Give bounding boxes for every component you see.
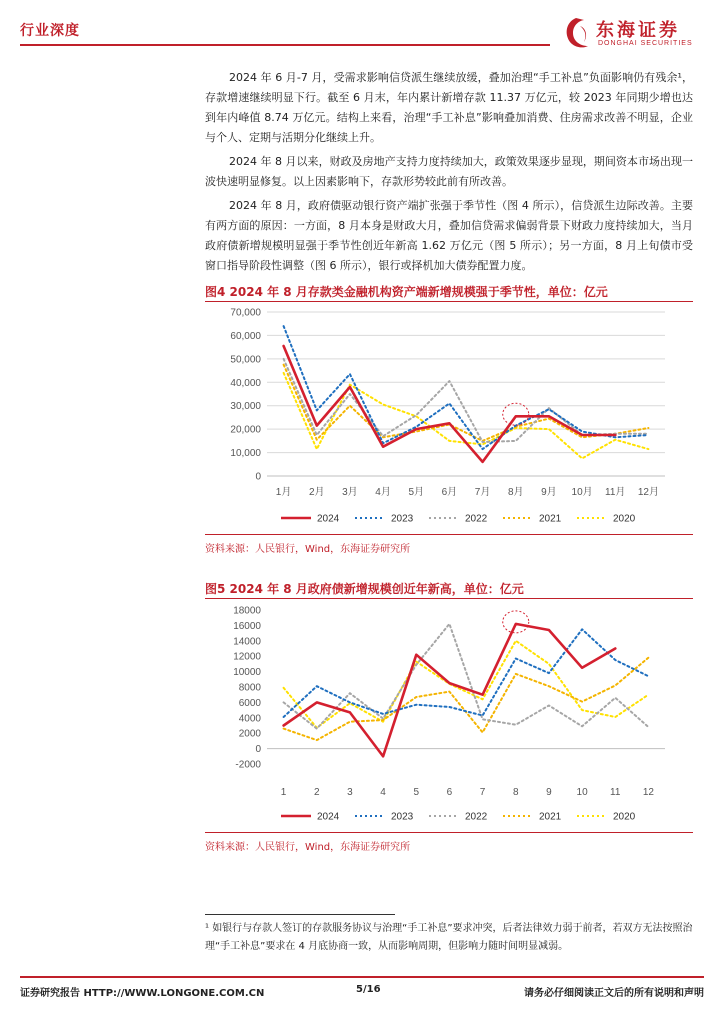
paragraph-2: 2024 年 8 月以来，财政及房地产支持力度持续加大，政策效果逐步显现，期间资本市场出现一波快速明显修复。以上因素影响下，存款形势较此前有所改善。	[205, 155, 693, 188]
logo-subtitle: DONGHAI SECURITIES	[598, 40, 693, 47]
x-tick-label: 6	[446, 787, 453, 798]
legend-label-2022: 2022	[465, 811, 488, 823]
footnote: ¹ 如银行与存款人签订的存款服务协议与治理“手工补息”要求冲突，后者法律效力弱于前者，若双方无法按照治理“手工补息”要求在 4 月底协商一致，从而影响周期，但影响力随时间明显减弱。	[205, 923, 693, 952]
footer-right: 请务必仔细阅读正文后的所有说明和声明	[524, 988, 704, 999]
x-tick-label: 11月	[605, 487, 626, 498]
y-tick-label: 0	[255, 471, 261, 483]
highlight-circle	[503, 611, 529, 633]
y-tick-label: 6000	[238, 697, 261, 709]
figure5-chart	[205, 600, 693, 830]
y-tick-label: 18000	[233, 605, 261, 617]
series-line-2023	[284, 326, 649, 449]
section-tag: 行业深度	[20, 23, 80, 39]
x-tick-label: 2	[313, 787, 320, 798]
x-tick-label: 1月	[275, 487, 292, 498]
figure5-rule	[205, 598, 693, 599]
paragraph-1: 2024 年 6 月-7 月，受需求影响信贷派生继续放缓，叠加治理“手工补息”负面影响仍有残余¹，存款增速继续明显下行。截至 6 月末，年内累计新增存款 11.37 万亿元，较 2023 年同期少增也达到年内峰值 8.74 万亿元。结构上来看，治理“手工补息”影响叠加消费、住房需求改善不明显，企业与个人、定期与活期分化继续上升。	[205, 71, 693, 144]
x-tick-label: 4	[380, 787, 386, 798]
y-tick-label: 0	[255, 744, 261, 756]
x-tick-label: 3	[347, 787, 353, 798]
x-tick-label: 8月	[507, 487, 524, 498]
header-divider	[20, 44, 550, 46]
logo-mark-icon	[560, 16, 592, 52]
x-tick-label: 4月	[375, 487, 391, 498]
legend-label-2024: 2024	[317, 513, 340, 525]
y-tick-label: -2000	[235, 759, 261, 771]
legend-label-2022: 2022	[465, 513, 488, 525]
y-tick-label: 30,000	[230, 401, 261, 413]
x-tick-label: 8	[512, 787, 519, 798]
x-tick-label: 9	[546, 787, 552, 798]
figure4-chart	[205, 302, 693, 532]
y-tick-label: 10,000	[230, 448, 261, 460]
y-tick-label: 70,000	[230, 307, 261, 319]
legend-label-2021: 2021	[539, 513, 562, 525]
x-tick-label: 10月	[571, 487, 593, 498]
legend-label-2023: 2023	[391, 811, 414, 823]
y-tick-label: 40,000	[230, 377, 261, 389]
figure4-source: 资料来源：人民银行，Wind，东海证券研究所	[205, 544, 411, 555]
footer-divider	[20, 976, 704, 978]
x-tick-label: 7月	[474, 487, 491, 498]
legend-label-2021: 2021	[539, 811, 562, 823]
x-tick-label: 11	[610, 787, 621, 798]
x-tick-label: 5月	[408, 487, 425, 498]
legend-label-2023: 2023	[391, 513, 414, 525]
figure4-bottom-rule	[205, 534, 693, 535]
y-tick-label: 2000	[238, 728, 261, 740]
y-tick-label: 20,000	[230, 424, 261, 436]
x-tick-label: 9月	[541, 487, 557, 498]
y-tick-label: 12000	[233, 651, 261, 663]
page-number: 5/16	[356, 984, 381, 995]
series-line-2024	[284, 624, 616, 756]
legend-label-2024: 2024	[317, 811, 340, 823]
highlight-circle	[503, 403, 529, 425]
y-tick-label: 16000	[233, 620, 261, 632]
x-tick-label: 12月	[637, 487, 659, 498]
x-tick-label: 6月	[441, 487, 458, 498]
y-tick-label: 14000	[233, 636, 261, 648]
paragraph-3: 2024 年 8 月，政府债驱动银行资产端扩张强于季节性（图 4 所示），信贷派生边际改善。主要有两方面的原因：一方面，8 月本身是财政大月，叠加信贷需求偏弱背景下财政力度持续加大，当月政府债新增规模明显强于季节性创近年新高 1.62 万亿元（图 5 所示）；另一方面，8 月上旬债市受窗口指导阶段性调整（图 6 所示），银行或择机加大债券配置力度。	[205, 199, 693, 272]
footer-left: 证券研究报告 HTTP://WWW.LONGONE.COM.CN	[20, 988, 265, 999]
figure5-bottom-rule	[205, 832, 693, 833]
x-tick-label: 1	[280, 787, 287, 798]
brand-logo	[560, 14, 710, 54]
y-tick-label: 60,000	[230, 330, 261, 342]
series-line-2020	[284, 373, 649, 459]
series-line-2020	[284, 641, 649, 728]
figure5-title: 图5 2024 年 8 月政府债新增规模创近年新高，单位：亿元	[205, 582, 524, 596]
x-tick-label: 5	[413, 787, 420, 798]
y-tick-label: 4000	[238, 713, 261, 725]
figure5-source: 资料来源：人民银行，Wind，东海证券研究所	[205, 842, 411, 853]
legend-label-2020: 2020	[613, 513, 636, 525]
y-tick-label: 8000	[238, 682, 261, 694]
legend-label-2020: 2020	[613, 811, 636, 823]
x-tick-label: 2月	[308, 487, 325, 498]
x-tick-label: 12	[642, 787, 654, 798]
footnote-rule	[205, 914, 395, 915]
figure4-title: 图4 2024 年 8 月存款类金融机构资产端新增规模强于季节性，单位：亿元	[205, 285, 608, 299]
x-tick-label: 7	[479, 787, 486, 798]
y-tick-label: 10000	[233, 667, 261, 679]
logo-name: 东海证券	[596, 20, 680, 41]
y-tick-label: 50,000	[230, 354, 261, 366]
x-tick-label: 3月	[342, 487, 358, 498]
x-tick-label: 10	[576, 787, 588, 798]
